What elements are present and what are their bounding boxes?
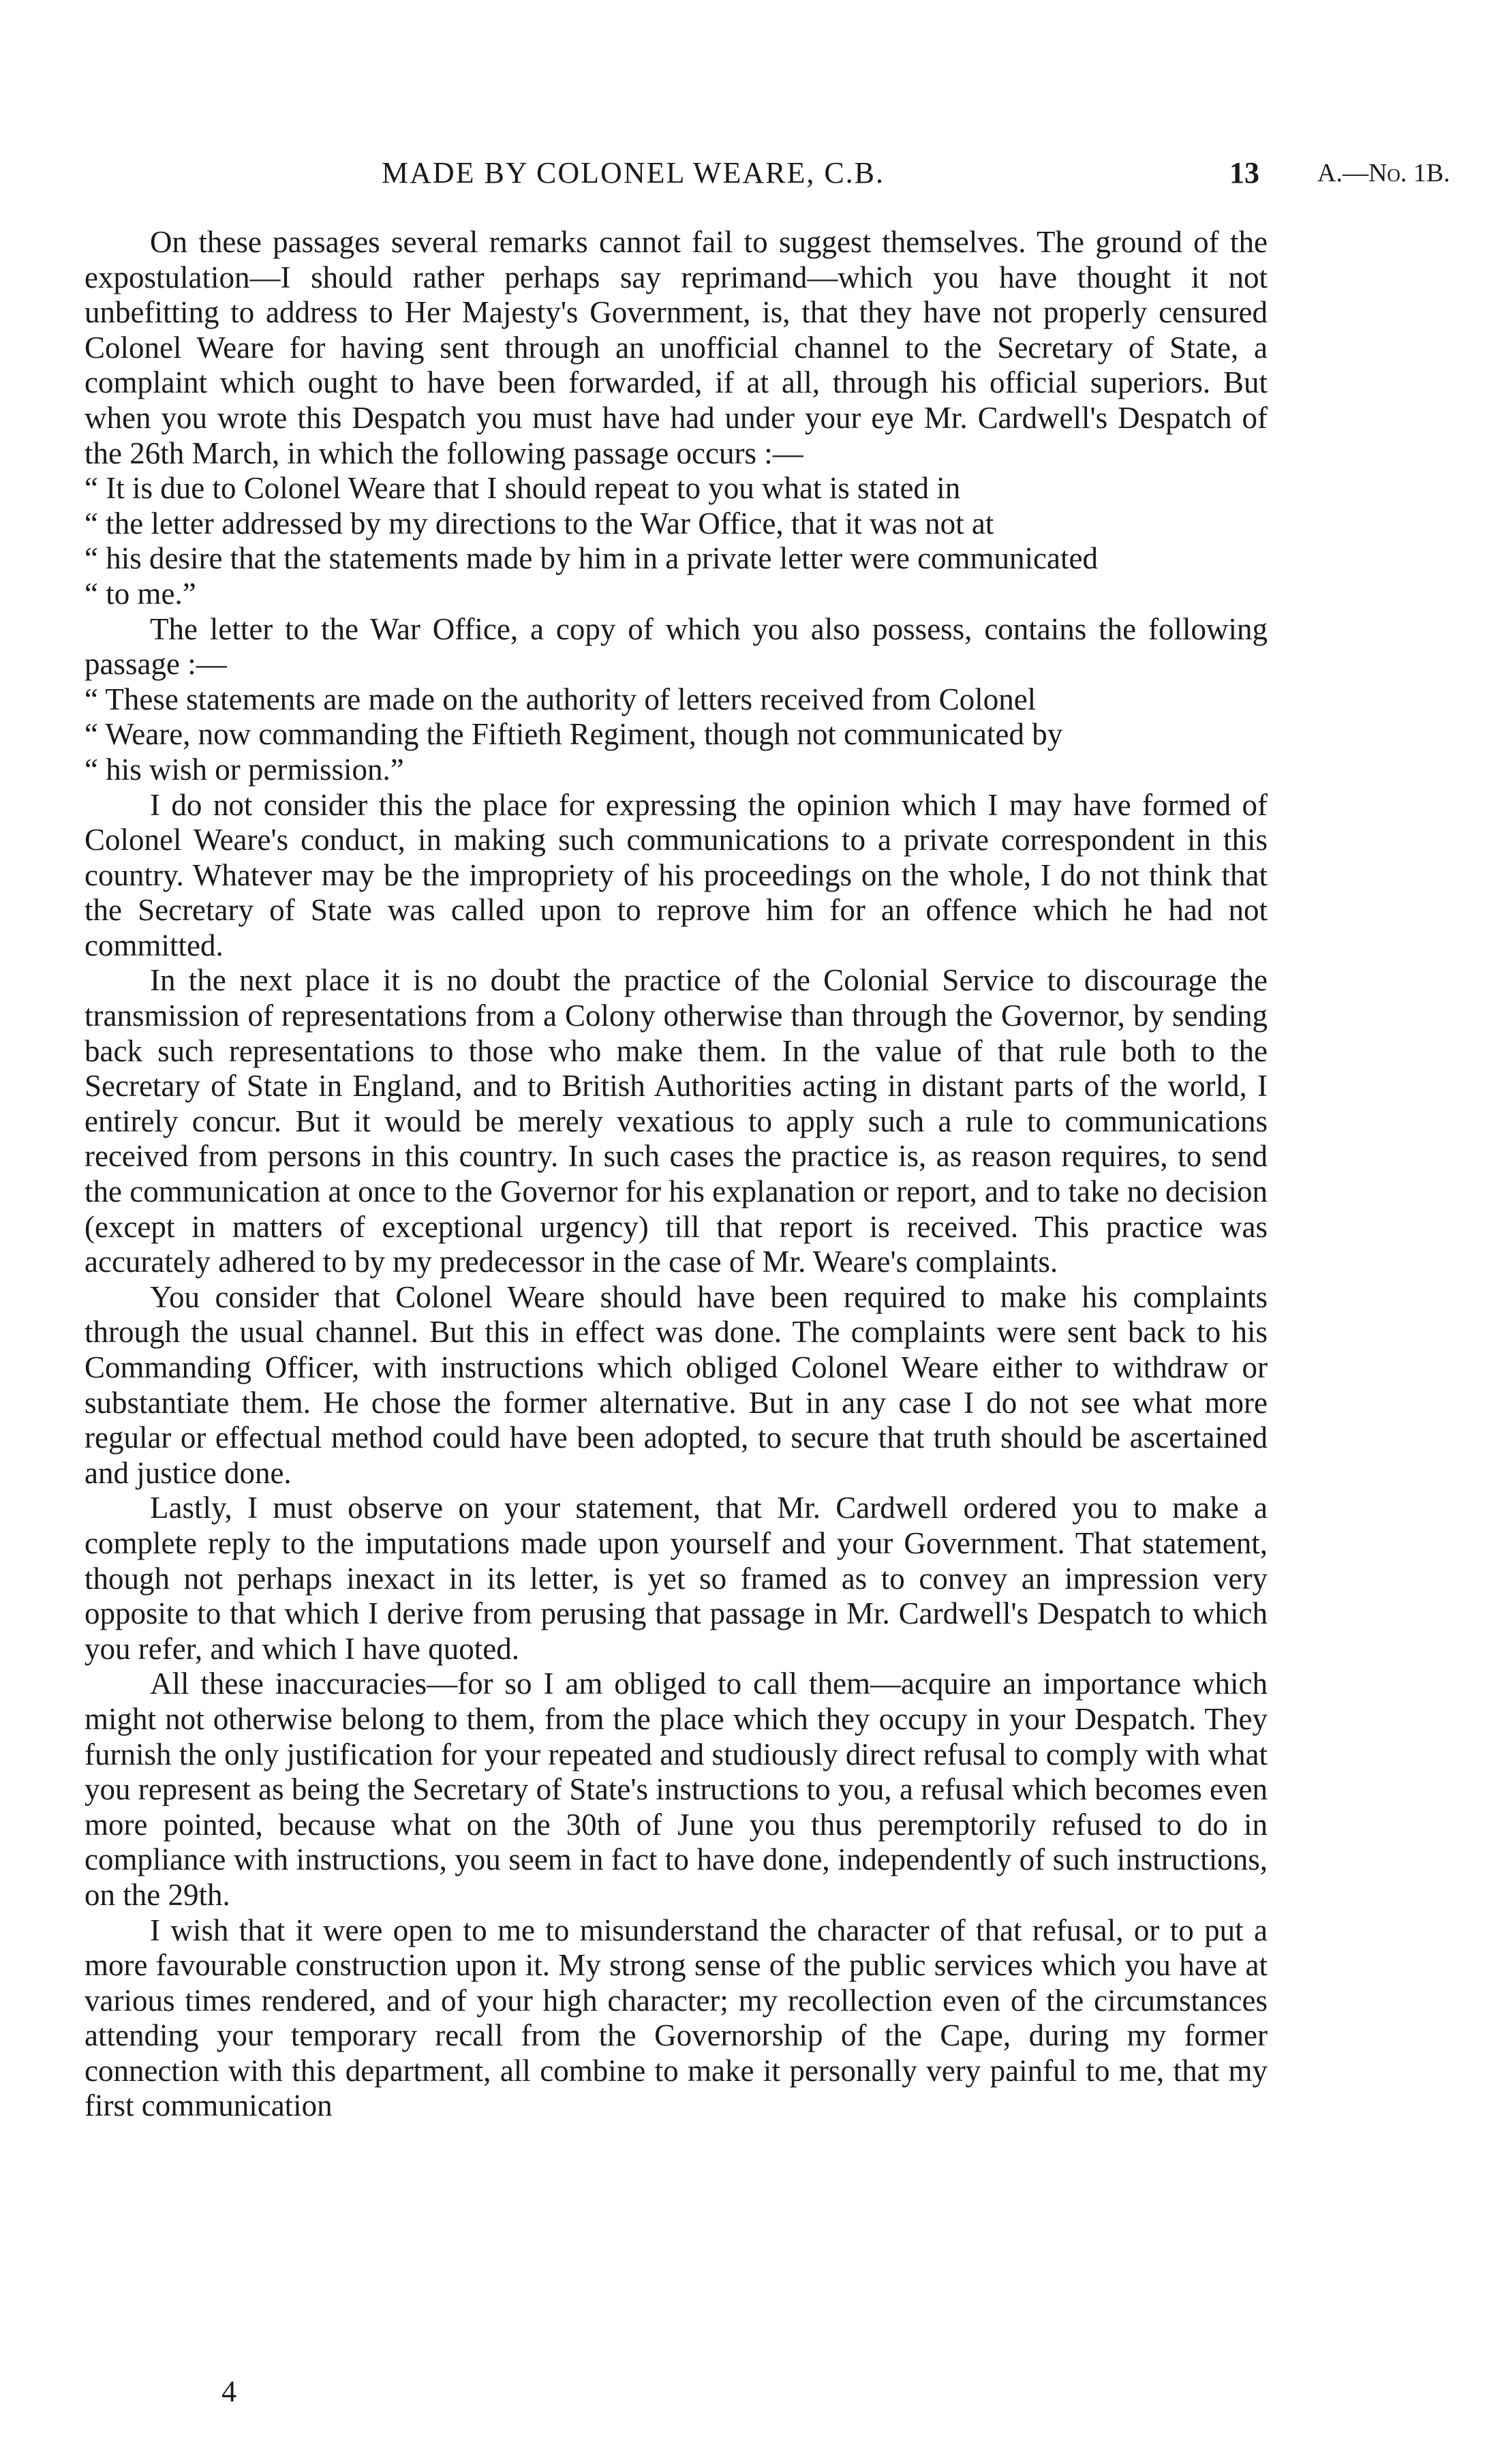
running-head xyxy=(0,155,1502,196)
paragraph: In the next place it is no doubt the practice of the Colonial Service to discourage the transmission of representations from a Colony otherwise than through the Governor, by sending back such representations to those who make them. In the value of that rule both to the Secretary of State in England, and to British Authorities acting in distant parts of the world, I entirely concur. But it would be merely vexatious to apply such a rule to communications received from persons in this country. In such cases the practice is, as reason requires, to send the communication at once to the Governor for his explanation or report, and to take no decision (except in matters of exceptional urgency) till that report is received. This practice was accurately adhered to by my predecessor in the case of Mr. Weare's complaints. xyxy=(85,963,1268,1279)
document-reference: A.—No. 1B. xyxy=(1317,159,1450,187)
running-head-title: MADE BY COLONEL WEARE, C.B. xyxy=(382,156,885,189)
quoted-passage xyxy=(85,471,1268,611)
quote-line: “ Weare, now commanding the Fiftieth Regiment, though not communicated by xyxy=(85,717,1063,752)
quote-line: “ These statements are made on the authority of letters received from Colonel xyxy=(85,682,1037,716)
quote-line: “ the letter addressed by my directions to the War Office, that it was not at xyxy=(85,506,994,541)
paragraph: All these inaccuracies—for so I am obliged to call them—acquire an importance which might not otherwise belong to them, from the place which they occupy in your Despatch. They furnish the only justification for your repeated and studiously direct refusal to comply with what you represent as being the Secretary of State's instructions to you, a refusal which becomes even more pointed, because what on the 30th of June you thus peremptorily refused to do in compliance with instructions, you seem in fact to have done, independently of such instructions, on the 29th. xyxy=(85,1667,1268,1912)
paragraph: The letter to the War Office, a copy of which you also possess, contains the following passage :— xyxy=(85,611,1268,682)
body-text xyxy=(85,225,1268,2124)
paragraph: Lastly, I must observe on your statement, that Mr. Cardwell ordered you to make a complete reply to the imputations made upon yourself and your Government. That statement, though not perhaps inexact in its letter, is yet so framed as to convey an impression very opposite to that which I derive from perusing that passage in Mr. Cardwell's Despatch to which you refer, and which I have quoted. xyxy=(85,1491,1268,1666)
paragraph: On these passages several remarks cannot fail to suggest themselves. The ground of the expostulation—I should rather perhaps say reprimand—which you have thought it not unbefitting to address to Her Majesty's Government, is, that they have not properly censured Colonel Weare for having sent through an unofficial channel to the Secretary of State, a complaint which ought to have been forwarded, if at all, through his official superiors. But when you wrote this Despatch you must have had under your eye Mr. Cardwell's Despatch of the 26th March, in which the following passage occurs :— xyxy=(85,225,1268,470)
paragraph: I do not consider this the place for expressing the opinion which I may have formed of Colonel Weare's conduct, in making such communications to a private correspondent in this country. Whatever may be the impropriety of his proceedings on the whole, I do not think that the Secretary of State was called upon to reprove him for an offence which he had not committed. xyxy=(85,787,1268,962)
page-number: 13 xyxy=(1229,156,1259,189)
paragraph: You consider that Colonel Weare should have been required to make his complaints through the usual channel. But this in effect was done. The complaints were sent back to his Commanding Officer, with instructions which obliged Colonel Weare either to withdraw or substantiate them. He chose the former alternative. But in any case I do not see what more regular or effectual method could have been adopted, to secure that truth should be ascertained and justice done. xyxy=(85,1279,1268,1490)
quote-line: “ his desire that the statements made by him in a private letter were communicated xyxy=(85,541,1098,576)
signature-mark: 4 xyxy=(221,2375,236,2408)
quote-line: “ to me.” xyxy=(85,576,196,611)
quoted-passage xyxy=(85,682,1268,788)
quote-line: “ It is due to Colonel Weare that I should repeat to you what is stated in xyxy=(85,471,961,506)
quote-line: “ his wish or permission.” xyxy=(85,752,404,787)
paragraph: I wish that it were open to me to misunderstand the character of that refusal, or to put a more favourable construction upon it. My strong sense of the public services which you have at various times rendered, and of your high character; my recollection even of the circumstances attending your temporary recall from the Governorship of the Cape, during my former connection with this department, all combine to make it personally very painful to me, that my first communication xyxy=(85,1913,1268,2123)
